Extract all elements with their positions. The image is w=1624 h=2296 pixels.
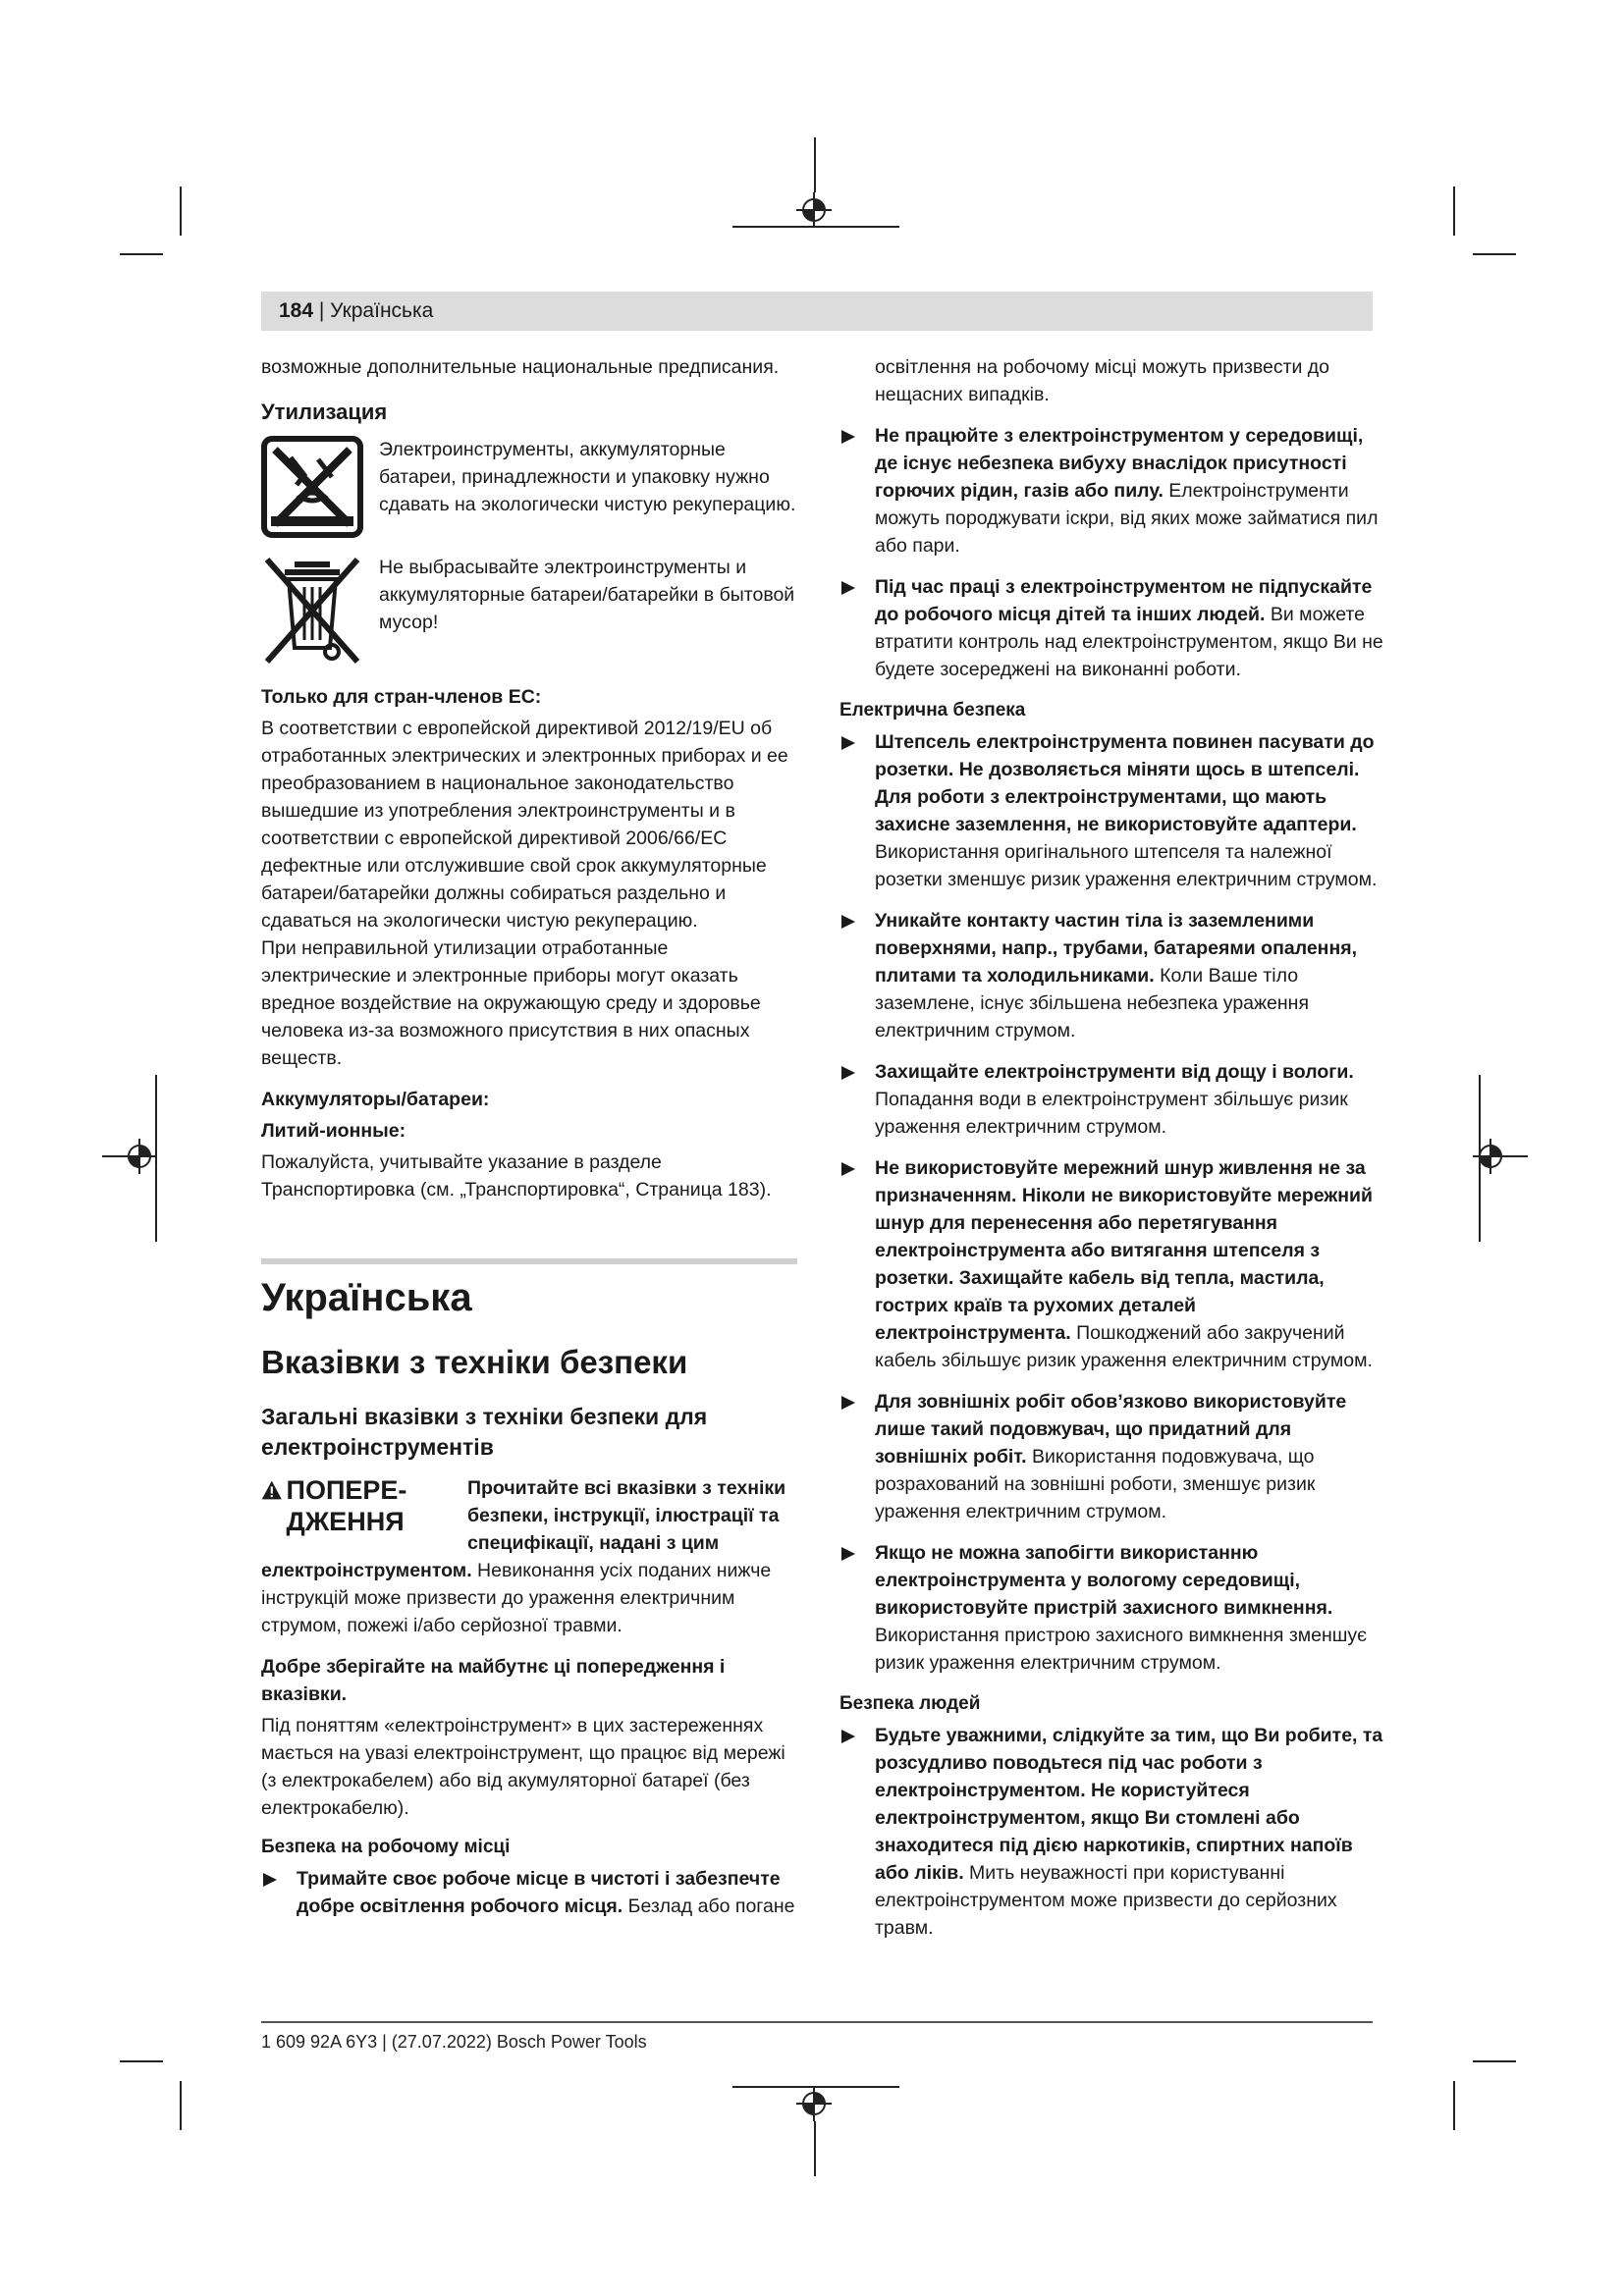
crop-mark (120, 2060, 163, 2062)
crop-mark (1473, 253, 1516, 255)
warning-block (261, 1474, 797, 1557)
disposal-text-2: Не выбрасывайте электроинструменты и аккумуляторные батареи/батарейки в бытовой мусор! (379, 557, 795, 633)
disposal-block-1 (261, 436, 797, 538)
warning-cont-bold: електроінструментом. (261, 1560, 472, 1581)
list-item (261, 1865, 797, 1920)
page-footer: 1 609 92A 6Y3 | (27.07.2022) Bosch Power Tools (261, 2032, 647, 2052)
disposal-text-1: Электроинструменты, аккумуляторные батареи, принадлежности и упаковку нужно сдавать на экологически чистую рекуперацию. (379, 439, 796, 515)
registration-line (155, 1075, 157, 1242)
page-header: 184 | Українська (261, 292, 1373, 331)
warning-label-text: ПОПЕРЕ-ДЖЕННЯ (286, 1475, 407, 1536)
list-item-bold: Уникайте контакту частин тіла із заземленими поверхнями, напр., трубами, батареями опалення, плитами та холодильниками. (875, 910, 1358, 987)
list-item-bold: Будьте уважними, слідкуйте за тим, що Ви робите, та розсудливо поводьтеся під час роботи з електроінструментом. Не користуйтеся електроінструментом, якщо Ви стомлені або знаходитеся під дією наркотиків, спиртних напоїв або ліків. (875, 1725, 1383, 1884)
warning-continuation (261, 1557, 797, 1639)
list-item-text: Попадання води в електроінструмент збільшує ризик ураження електричним струмом. (875, 1089, 1348, 1138)
electrical-safety-heading: Електрична безпека (839, 700, 1026, 721)
right-column (839, 353, 1389, 1955)
header-language: Українська (330, 299, 434, 322)
batteries-heading: Аккумуляторы/батареи: (261, 1089, 490, 1110)
crop-mark (1453, 187, 1455, 236)
list-item-bold: Якщо не можна запобігти використанню електроінструмента у вологому середовищі, використовуйте пристрій захисного вимкнення. (875, 1542, 1333, 1619)
list-item-text: Використання пристрою захисного вимкнення зменшує ризик ураження електричним струмом. (875, 1625, 1368, 1674)
crop-mark (1453, 2081, 1455, 2130)
crop-mark (180, 187, 182, 236)
registration-line (1508, 1155, 1528, 1157)
registration-line (1479, 1075, 1481, 1242)
list-item (839, 573, 1389, 683)
crop-mark (180, 2081, 182, 2130)
language-title: Українська (261, 1276, 472, 1319)
list-item-text: Використання оригінального штепселя та належної розетки зменшує ризик ураження електричним струмом. (875, 841, 1378, 890)
crop-mark (120, 253, 163, 255)
section-divider (261, 1258, 797, 1264)
list-item (839, 1154, 1389, 1374)
registration-line (814, 137, 816, 192)
list-item-text: Безлад або погане (623, 1896, 795, 1917)
list-item (839, 1539, 1389, 1677)
list-item-text: Мить неуважності при користуванні електроінструментом може призвести до серйозних травм. (875, 1862, 1337, 1939)
warning-triangle-icon (261, 1476, 283, 1504)
intro-text: возможные дополнительные национальные предписания. (261, 356, 780, 378)
crossed-out-recycling-bin-icon (261, 436, 363, 538)
list-item-bold: Не працюйте з електроінструментом у середовищі, де існує небезпека вибуху внаслідок присутності горючих рідин, газів або пилу. (875, 425, 1364, 502)
eu-heading: Только для стран-членов ЕС: (261, 686, 542, 708)
keep-instructions-heading: Добре зберігайте на майбутнє ці попередження і вказівки. (261, 1656, 726, 1705)
list-item (839, 1388, 1389, 1525)
term-definition-text: Під поняттям «електроінструмент» в цих застереженнях мається на увазі електроінструмент, що працює від мережі (з електрокабелем) або від акумуляторної батареї (без електрокабелю). (261, 1715, 785, 1819)
warning-cont-text: Невиконання усіх поданих нижче інструкцій може призвести до ураження електричним струмом, пожежі і/або серйозної травми. (261, 1560, 772, 1636)
list-item-text: Ви можете втратити контроль над електроінструментом, якщо Ви не будете зосереджені на виконанні роботи. (875, 604, 1383, 680)
registration-mark-icon (796, 192, 832, 228)
list-item-text: Коли Ваше тіло заземлене, існує збільшена небезпека ураження електричним струмом. (875, 965, 1309, 1041)
list-item-bold: Не використовуйте мережний шнур живлення не за призначенням. Ніколи не використовуйте мережний шнур для перенесення або перетягування електроінструмента або витягання штепселя з розетки. Захищайте кабель від тепла, мастила, гострих країв та рухомих деталей електроінструмента. (875, 1157, 1373, 1344)
workplace-safety-heading: Безпека на робочому місці (261, 1837, 511, 1857)
list-item-bold: Під час праці з електроінструментом не підпускайте до робочого місця дітей та інших людей. (875, 576, 1373, 625)
registration-line (102, 1155, 122, 1157)
li-ion-text: Пожалуйста, учитывайте указание в разделе Транспортировка (см. „Транспортировка“, Страница 183). (261, 1151, 772, 1201)
list-item-text: Використання подовжувача, що розрахований на зовнішні роботи, зменшує ризик ураження електричним струмом. (875, 1446, 1316, 1522)
warning-label (261, 1474, 458, 1557)
footer-rule (261, 2021, 1373, 2023)
crossed-out-wheelie-bin-icon (261, 554, 363, 667)
list-item (839, 728, 1389, 893)
registration-line (732, 226, 899, 228)
li-ion-heading: Литий-ионные: (261, 1120, 406, 1142)
eu-text-1: В соответствии с европейской директивой 2012/19/EU об отработанных электрических и электронных приборах и ее преобразованием в национальное законодательство вышедшие из употребления электроинструменты и в соответствии с европейской директивой 2006/66/EC дефектные или отслужившие свой срок аккумуляторные батареи/батарейки должны собираться раздельно и сдаваться на экологически чистую рекуперацию. (261, 718, 788, 932)
list-item-text: Пошкоджений або закручений кабель збільшує ризик ураження електричним струмом. (875, 1322, 1373, 1371)
registration-line (732, 2086, 899, 2088)
registration-mark-icon (122, 1139, 157, 1174)
registration-mark-icon (796, 2086, 832, 2121)
page-number: 184 (279, 299, 314, 322)
safety-title: Вказівки з техніки безпеки (261, 1344, 688, 1380)
crop-mark (1473, 2060, 1516, 2062)
personal-safety-heading: Безпека людей (839, 1693, 981, 1714)
list-item-bold: Для зовнішніх робіт обов’язково використовуйте лише такий подовжувач, що придатний для зовнішніх робіт. (875, 1391, 1347, 1468)
list-item-bold: Захищайте електроінструменти від дощу і вологи. (875, 1061, 1354, 1083)
disposal-block-2 (261, 554, 797, 667)
general-safety-title: Загальні вказівки з техніки безпеки для електроінструментів (261, 1404, 708, 1460)
list-item-bold: Тримайте своє робоче місце в чистоті і забезпечте добре освітлення робочого місця. (297, 1868, 781, 1917)
warning-bold-text: Прочитайте всі вказівки з техніки безпеки, інструкції, ілюстрації та специфікації, надані з цим (467, 1477, 786, 1554)
list-item (839, 422, 1389, 560)
list-item (839, 1722, 1389, 1942)
list-item (839, 907, 1389, 1044)
registration-line (814, 2121, 816, 2176)
list-item (839, 1058, 1389, 1141)
disposal-heading: Утилизация (261, 400, 388, 424)
left-column (261, 353, 797, 1934)
continued-text: освітлення на робочому місці можуть призвести до нещасних випадків. (875, 356, 1330, 405)
eu-text-2: При неправильной утилизации отработанные электрические и электронные приборы могут оказать вредное воздействие на окружающую среду и здоровье человека из-за возможного присутствия в них опасных веществ. (261, 937, 761, 1069)
list-item-text: Електроінструменти можуть породжувати іскри, від яких може займатися пил або пари. (875, 480, 1379, 557)
list-item-bold: Штепсель електроінструмента повинен пасувати до розетки. Не дозволяється міняти щось в штепселі. Для роботи з електроінструментами, що мають захисне заземлення, не використовуйте адаптери. (875, 731, 1375, 835)
